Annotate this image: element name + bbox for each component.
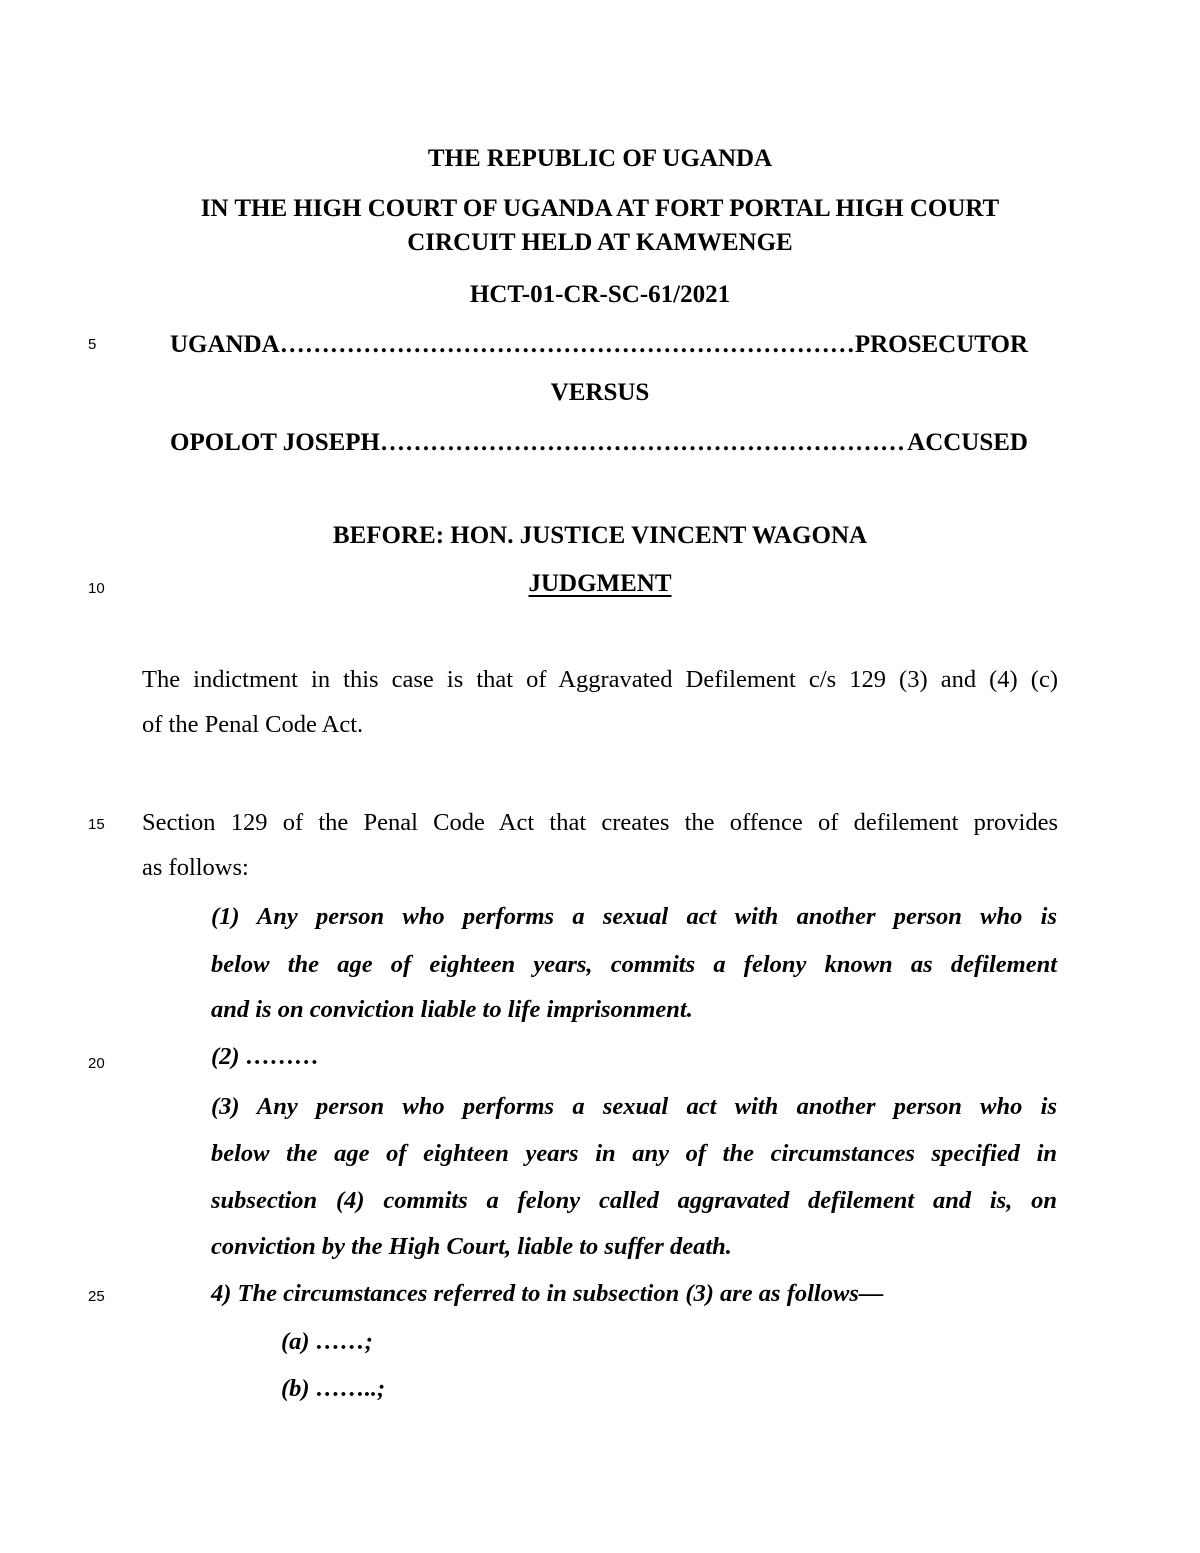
subsection-1-line-3: and is on conviction liable to life imprisonment. xyxy=(211,996,693,1023)
republic-title: THE REPUBLIC OF UGANDA xyxy=(427,145,773,172)
line-number-25: 25 xyxy=(88,1288,105,1305)
paragraph-1-line-1: The indictment in this case is that of Aggravated Defilement c/s 129 (3) and (4) (c) xyxy=(142,666,1058,693)
line-number-20: 20 xyxy=(88,1055,105,1072)
subsection-1-line-2: below the age of eighteen years, commits a felony known as defilement xyxy=(211,951,1057,978)
paragraph-1-line-2: of the Penal Code Act. xyxy=(142,711,364,738)
judgment-heading: JUDGMENT xyxy=(528,570,672,597)
prosecution-name: UGANDA xyxy=(170,331,280,358)
prosecution-role: PROSECUTOR xyxy=(854,331,1028,358)
line-number-5: 5 xyxy=(88,336,97,353)
subsection-4: 4) The circumstances referred to in subsection (3) are as follows— xyxy=(211,1280,884,1307)
subsection-3-line-3: subsection (4) commits a felony called aggravated defilement and is, on xyxy=(211,1187,1057,1214)
subsection-3-line-2: below the age of eighteen years in any of the circumstances specified in xyxy=(211,1140,1057,1167)
court-title-line1: IN THE HIGH COURT OF UGANDA AT FORT PORTAL HIGH COURT xyxy=(200,195,1000,222)
subsection-3-line-4: conviction by the High Court, liable to suffer death. xyxy=(211,1233,732,1260)
line-number-15: 15 xyxy=(88,816,105,833)
accused-name: OPOLOT JOSEPH xyxy=(170,429,380,456)
subsection-2: (2) ……… xyxy=(211,1043,320,1070)
court-title-line2: CIRCUIT HELD AT KAMWENGE xyxy=(407,229,793,256)
item-b: (b) ……..; xyxy=(281,1375,386,1402)
subsection-3-line-1: (3) Any person who performs a sexual act with another person who is xyxy=(211,1093,1057,1120)
judgment-heading-wrap xyxy=(0,571,1200,596)
line-number-10: 10 xyxy=(88,580,105,597)
paragraph-2-line-1: Section 129 of the Penal Code Act that creates the offence of defilement provides xyxy=(142,809,1058,836)
item-a: (a) ……; xyxy=(281,1328,373,1355)
accused-line xyxy=(170,429,1028,457)
before-judge: BEFORE: HON. JUSTICE VINCENT WAGONA xyxy=(332,522,868,549)
accused-role: ACCUSED xyxy=(907,429,1028,456)
case-number: HCT-01-CR-SC-61/2021 xyxy=(469,281,731,308)
versus-label: VERSUS xyxy=(550,379,650,406)
leader-dots xyxy=(380,429,907,457)
paragraph-2-line-2: as follows: xyxy=(142,854,249,881)
leader-dots xyxy=(280,331,855,359)
prosecution-line xyxy=(170,331,1028,359)
subsection-1-line-1: (1) Any person who performs a sexual act with another person who is xyxy=(211,903,1057,930)
